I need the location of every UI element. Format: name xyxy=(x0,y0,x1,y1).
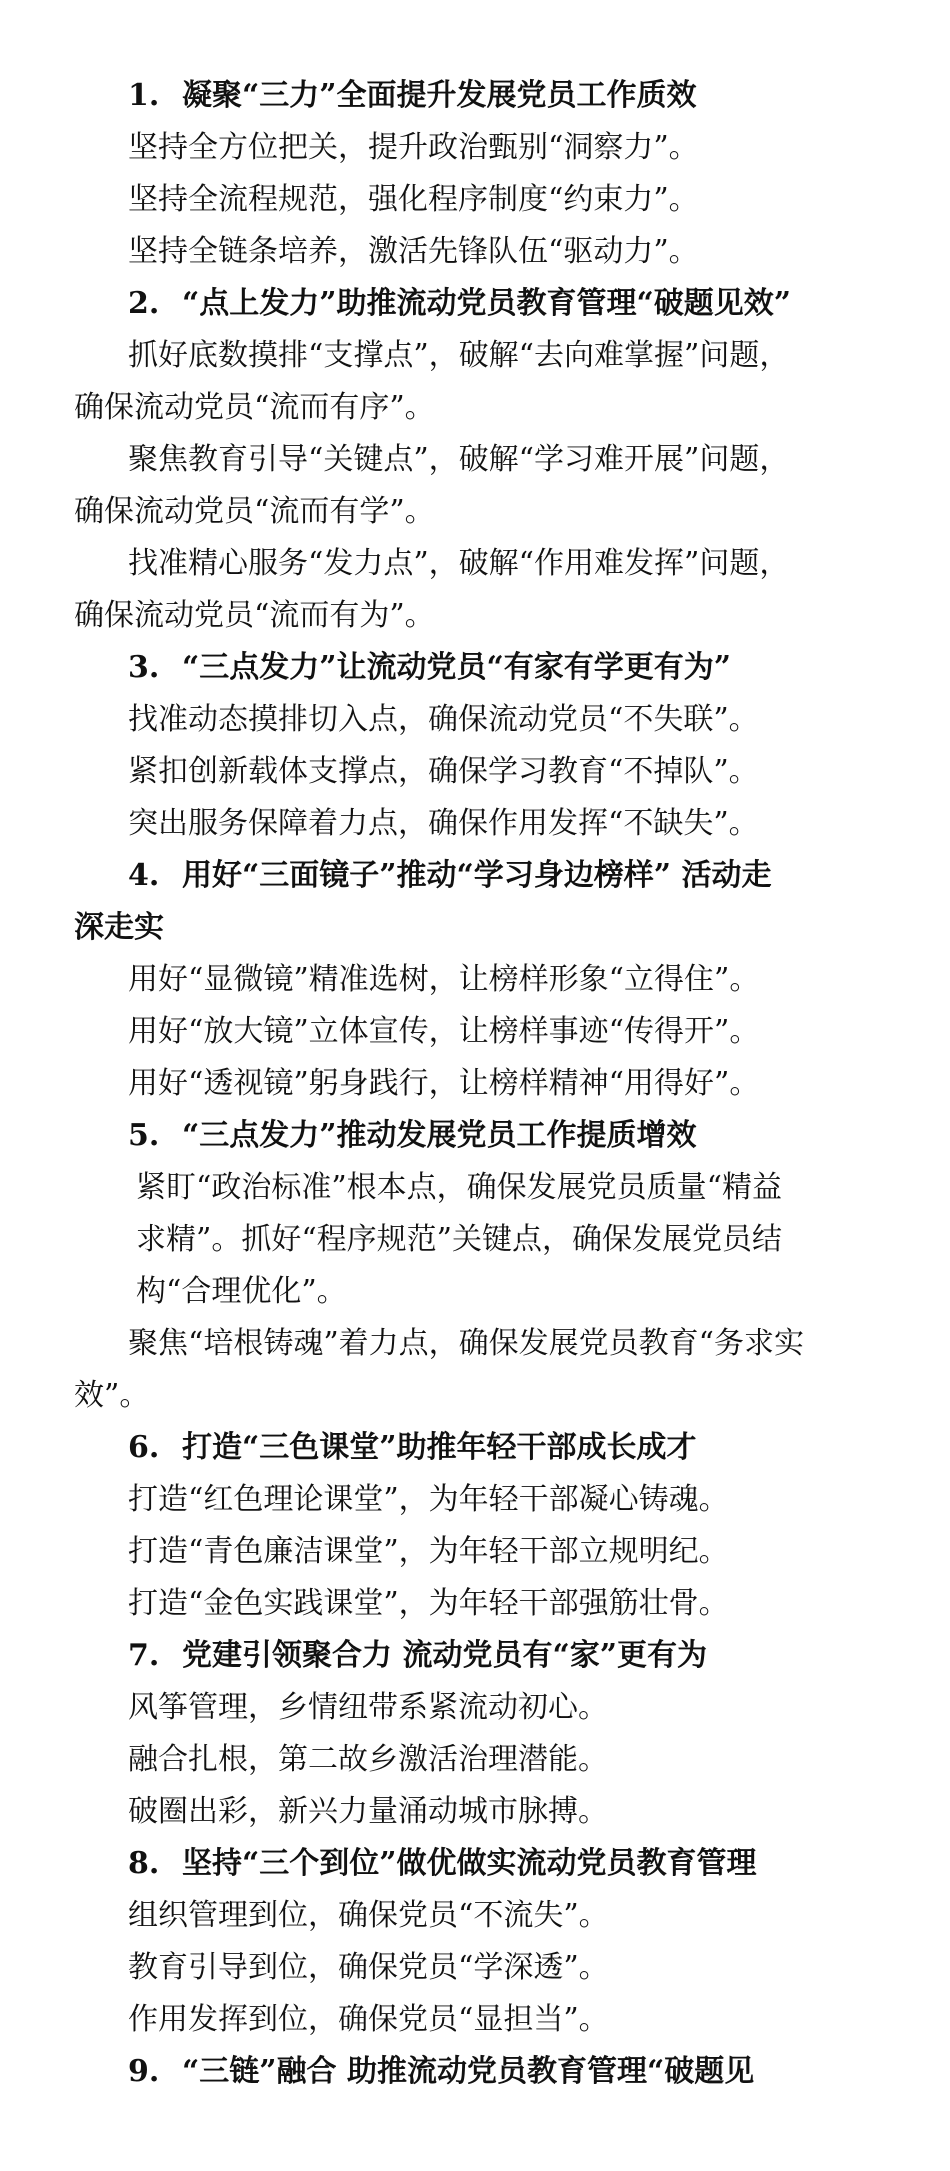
section-number: 4. xyxy=(128,858,160,893)
paragraph-line: 聚焦“培根铸魂”着力点，确保发展党员教育“务求实 xyxy=(128,1326,805,1361)
list-item: 组织管理到位，确保党员“不流失”。 xyxy=(128,1898,609,1933)
list-item: 坚持全流程规范，强化程序制度“约束力”。 xyxy=(128,182,699,217)
section-heading xyxy=(74,850,884,902)
section-number: 6. xyxy=(128,1430,160,1465)
section-heading xyxy=(74,1630,884,1682)
section-heading xyxy=(74,1838,884,1890)
section-heading xyxy=(74,278,884,330)
section-heading xyxy=(74,642,884,694)
paragraph-line: 紧盯“政治标准”根本点，确保发展党员质量“精益 xyxy=(136,1170,783,1205)
list-item: 风筝管理，乡情纽带系紧流动初心。 xyxy=(128,1690,608,1725)
list-item: 找准动态摸排切入点，确保流动党员“不失联”。 xyxy=(128,702,759,737)
paragraph-line: 找准精心服务“发力点”，破解“作用难发挥”问题， xyxy=(128,546,790,581)
paragraph-line: 抓好底数摸排“支撑点”，破解“去向难掌握”问题， xyxy=(128,338,790,373)
list-item: 突出服务保障着力点，确保作用发挥“不缺失”。 xyxy=(128,806,759,841)
paragraph-line: 效”。 xyxy=(74,1378,150,1413)
section-title: 凝聚“三力”全面提升发展党员工作质效 xyxy=(182,78,697,113)
list-item: 教育引导到位，确保党员“学深透”。 xyxy=(128,1950,609,1985)
section-title: 打造“三色课堂”助推年轻干部成长成才 xyxy=(182,1430,697,1465)
paragraph-line: 构“合理优化”。 xyxy=(136,1274,347,1309)
section-title: “三链”融合 助推流动党员教育管理“破题见 xyxy=(182,2054,755,2089)
section-heading xyxy=(74,1422,884,1474)
section-title: 党建引领聚合力 流动党员有“家”更有为 xyxy=(182,1638,707,1673)
list-item: 用好“显微镜”精准选树，让榜样形象“立得住”。 xyxy=(128,962,760,997)
section-number: 8. xyxy=(128,1846,160,1881)
section-number: 9. xyxy=(128,2054,160,2089)
document-body xyxy=(74,70,884,2098)
paragraph-line: 求精”。抓好“程序规范”关键点，确保发展党员结 xyxy=(136,1222,783,1257)
list-item: 破圈出彩，新兴力量涌动城市脉搏。 xyxy=(128,1794,608,1829)
section-title-continuation: 深走实 xyxy=(74,910,164,945)
list-item: 融合扎根，第二故乡激活治理潜能。 xyxy=(128,1742,608,1777)
list-item: 用好“透视镜”躬身践行，让榜样精神“用得好”。 xyxy=(128,1066,760,1101)
list-item: 作用发挥到位，确保党员“显担当”。 xyxy=(128,2002,609,2037)
list-item: 用好“放大镜”立体宣传，让榜样事迹“传得开”。 xyxy=(128,1014,760,1049)
section-number: 1. xyxy=(128,78,160,113)
section-title: “点上发力”助推流动党员教育管理“破题见效” xyxy=(182,286,792,321)
list-item: 打造“金色实践课堂”，为年轻干部强筋壮骨。 xyxy=(128,1586,729,1621)
section-title: “三点发力”让流动党员“有家有学更有为” xyxy=(182,650,732,685)
section-number: 3. xyxy=(128,650,160,685)
section-heading xyxy=(74,70,884,122)
section-number: 5. xyxy=(128,1118,160,1153)
section-number: 2. xyxy=(128,286,160,321)
section-heading xyxy=(74,2046,884,2098)
list-item: 打造“青色廉洁课堂”，为年轻干部立规明纪。 xyxy=(128,1534,729,1569)
section-title: 用好“三面镜子”推动“学习身边榜样” 活动走 xyxy=(182,858,772,893)
paragraph-line: 聚焦教育引导“关键点”，破解“学习难开展”问题， xyxy=(128,442,790,477)
section-title: 坚持“三个到位”做优做实流动党员教育管理 xyxy=(182,1846,757,1881)
list-item: 坚持全链条培养，激活先锋队伍“驱动力”。 xyxy=(128,234,699,269)
list-item: 紧扣创新载体支撑点，确保学习教育“不掉队”。 xyxy=(128,754,759,789)
list-item: 坚持全方位把关，提升政治甄别“洞察力”。 xyxy=(128,130,699,165)
paragraph-line: 确保流动党员“流而有为”。 xyxy=(74,598,435,633)
section-title: “三点发力”推动发展党员工作提质增效 xyxy=(182,1118,697,1153)
list-item: 打造“红色理论课堂”，为年轻干部凝心铸魂。 xyxy=(128,1482,729,1517)
paragraph-line: 确保流动党员“流而有序”。 xyxy=(74,390,435,425)
section-number: 7. xyxy=(128,1638,160,1673)
paragraph-line: 确保流动党员“流而有学”。 xyxy=(74,494,435,529)
section-heading xyxy=(74,1110,884,1162)
